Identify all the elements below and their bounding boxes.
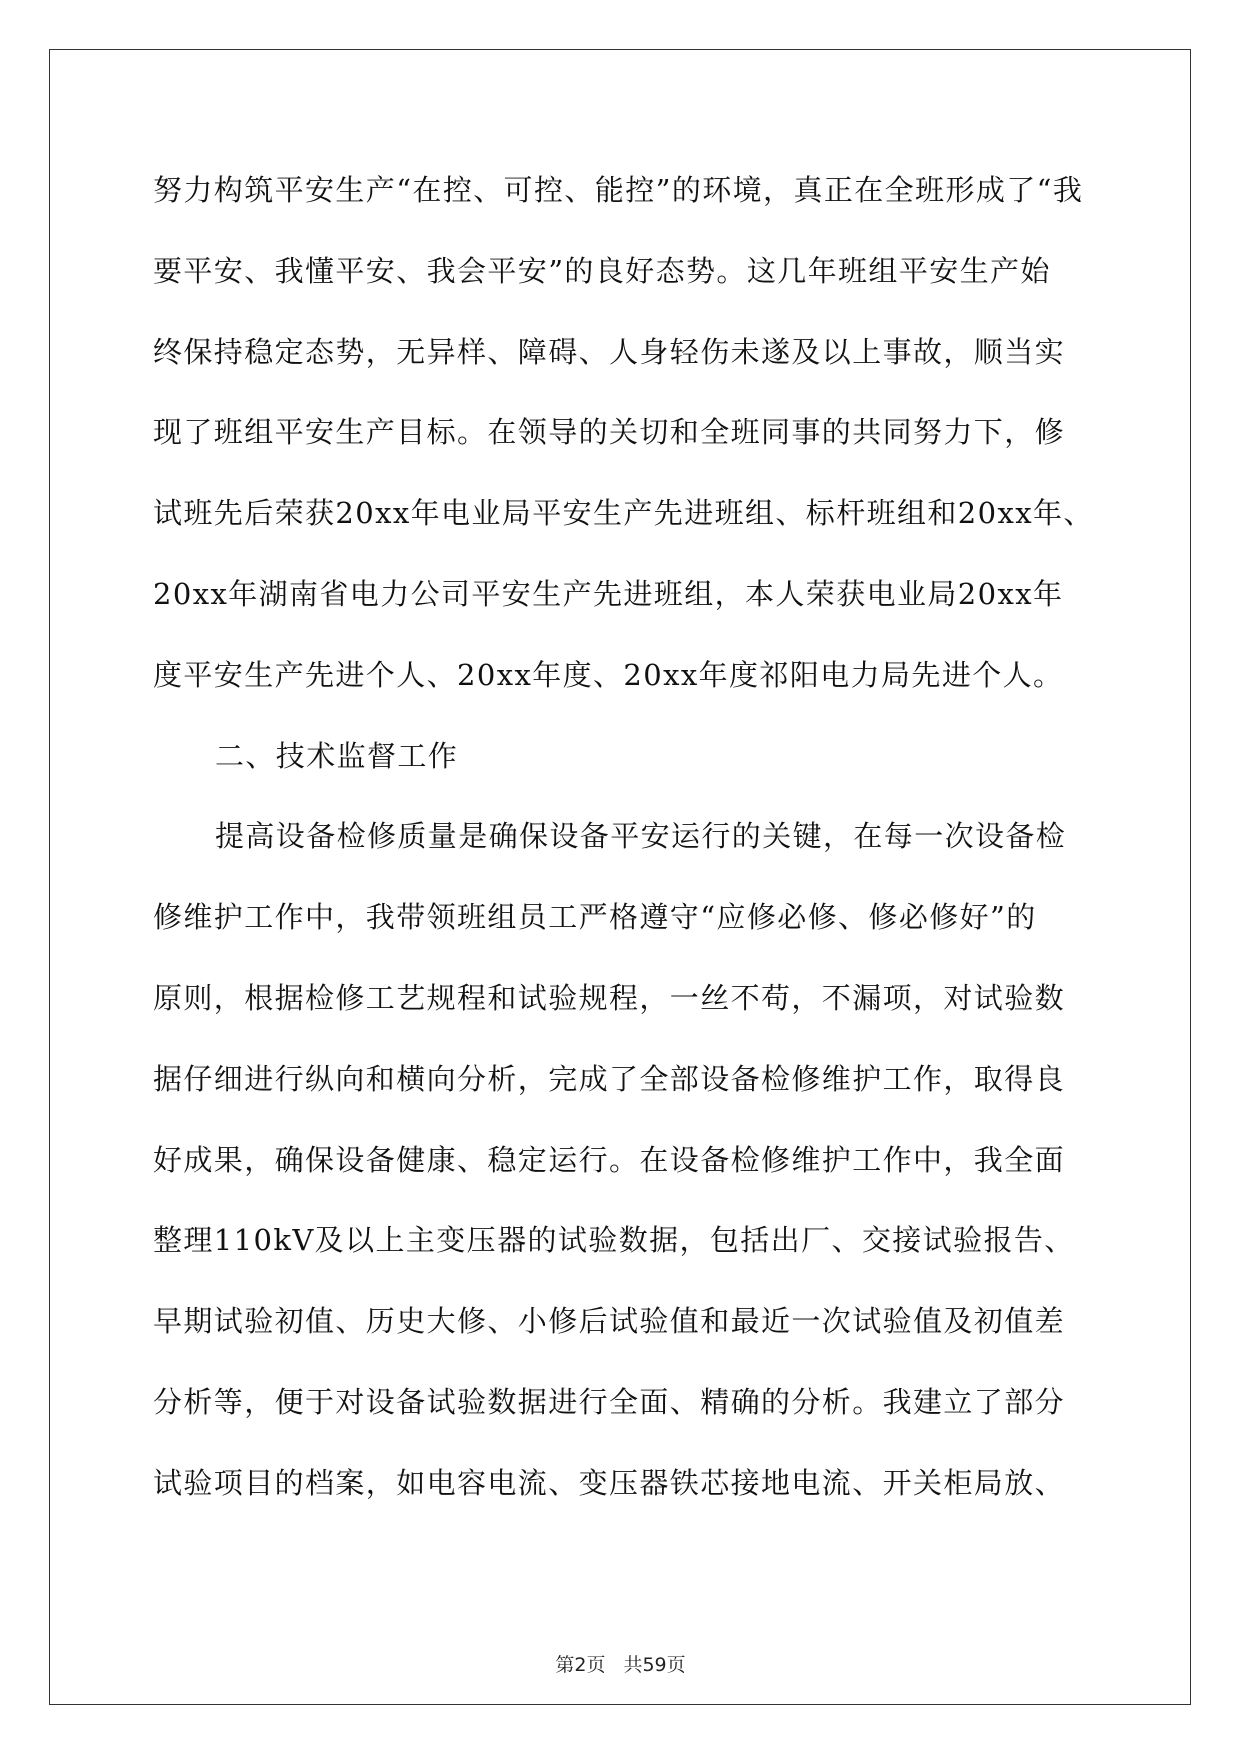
document-body xyxy=(153,150,1093,1524)
text-line: 整理110kV及以上主变压器的试验数据，包括出厂、交接试验报告、 xyxy=(153,1223,1075,1258)
text-line: 20xx年湖南省电力公司平安生产先进班组，本人荣获电业局20xx年 xyxy=(153,576,1064,611)
text-line: 分析等，便于对设备试验数据进行全面、精确的分析。我建立了部分 xyxy=(153,1384,1066,1419)
text-line: 据仔细进行纵向和横向分析，完成了全部设备检修维护工作，取得良 xyxy=(153,1061,1066,1096)
text-line: 提高设备检修质量是确保设备平安运行的关键，在每一次设备检 xyxy=(215,819,1067,854)
page-footer xyxy=(0,1650,1241,1677)
section-heading: 二、技术监督工作 xyxy=(215,738,459,773)
text-line: 度平安生产先进个人、20xx年度、20xx年度祁阳电力局先进个人。 xyxy=(153,657,1064,692)
text-line: 努力构筑平安生产“在控、可控、能控”的环境，真正在全班形成了“我 xyxy=(153,173,1084,207)
text-line: 修维护工作中，我带领班组员工严格遵守“应修必修、修必修好”的 xyxy=(153,900,1037,935)
text-line: 试班先后荣获20xx年电业局平安生产先进班组、标杆班组和20xx年、 xyxy=(153,496,1094,531)
text-line: 现了班组平安生产目标。在领导的关切和全班同事的共同努力下，修 xyxy=(153,415,1066,450)
page-number: 第2页 xyxy=(555,1654,606,1676)
page-total: 共59页 xyxy=(623,1654,686,1676)
text-line: 好成果，确保设备健康、稳定运行。在设备检修维护工作中，我全面 xyxy=(153,1142,1066,1177)
text-line: 要平安、我懂平安、我会平安”的良好态势。这几年班组平安生产始 xyxy=(153,253,1051,288)
text-line: 原则，根据检修工艺规程和试验规程，一丝不苟，不漏项，对试验数 xyxy=(153,980,1066,1015)
text-line: 终保持稳定态势，无异样、障碍、人身轻伤未遂及以上事故，顺当实 xyxy=(153,334,1066,369)
text-line: 试验项目的档案，如电容电流、变压器铁芯接地电流、开关柜局放、 xyxy=(153,1465,1066,1500)
text-line: 早期试验初值、历史大修、小修后试验值和最近一次试验值及初值差 xyxy=(153,1304,1066,1339)
